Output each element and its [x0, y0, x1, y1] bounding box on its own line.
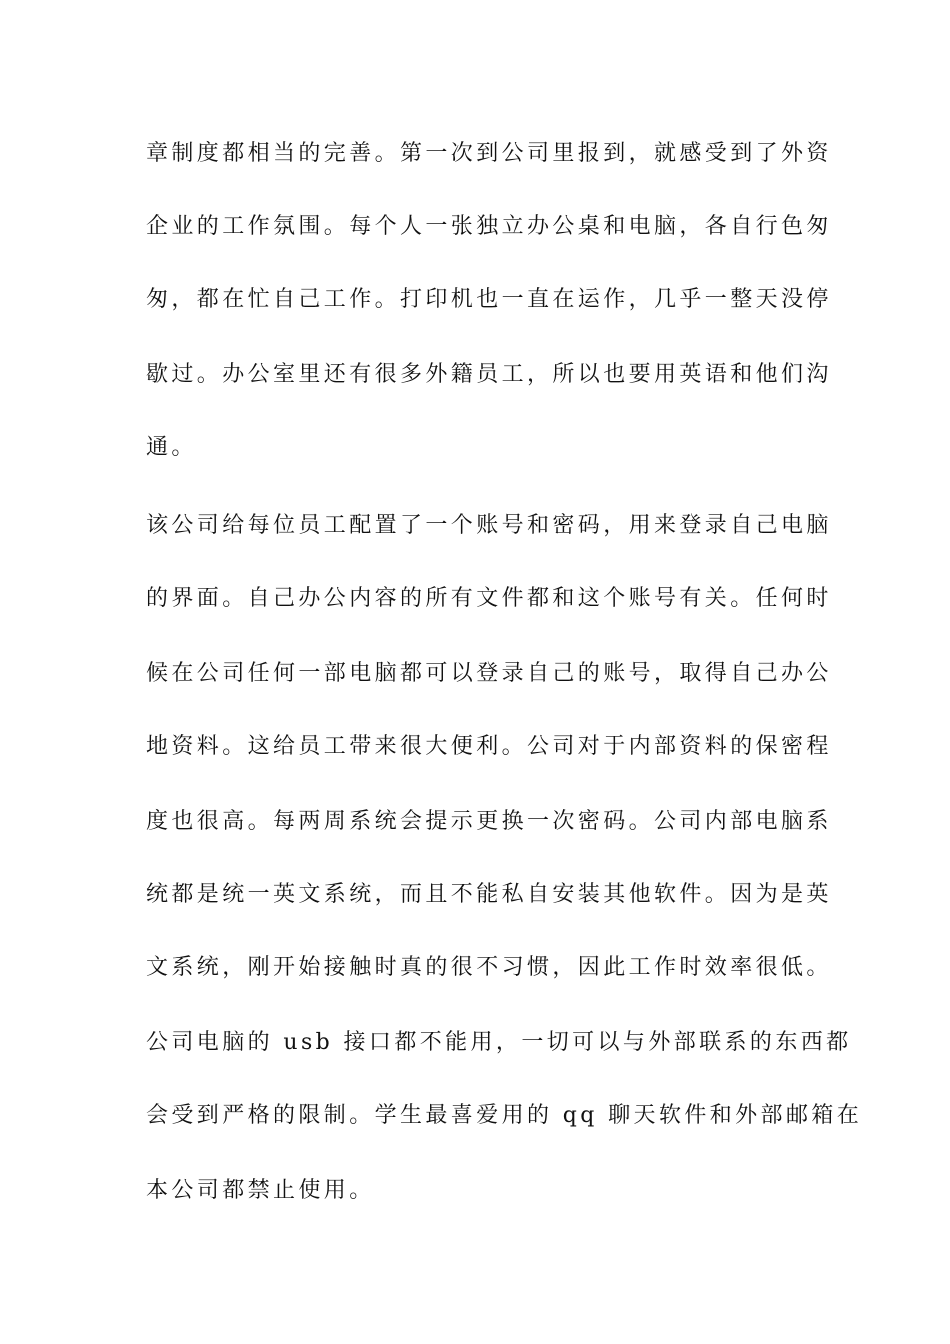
text-line: 章制度都相当的完善。第一次到公司里报到，就感受到了外资: [146, 141, 832, 166]
text-line: 企业的工作氛围。每个人一张独立办公桌和电脑，各自行色匆: [146, 214, 832, 239]
text-line: 匆，都在忙自己工作。打印机也一直在运作，几乎一整天没停: [146, 287, 832, 312]
text-line: 地资料。这给员工带来很大便利。公司对于内部资料的保密程: [146, 734, 832, 759]
text-line: 文系统，刚开始接触时真的很不习惯，因此工作时效率很低。: [146, 955, 832, 980]
text-line: 通。: [146, 435, 197, 460]
text-line: 歇过。办公室里还有很多外籍员工，所以也要用英语和他们沟: [146, 362, 832, 387]
text-line: 度也很高。每两周系统会提示更换一次密码。公司内部电脑系: [146, 809, 832, 834]
text-line: 本公司都禁止使用。: [146, 1178, 375, 1203]
text-line: 公司电脑的 usb 接口都不能用，一切可以与外部联系的东西都: [146, 1030, 852, 1055]
text-line: 统都是统一英文系统，而且不能私自安装其他软件。因为是英: [146, 882, 832, 907]
text-line: 该公司给每位员工配置了一个账号和密码，用来登录自己电脑: [146, 513, 832, 538]
text-line: 的界面。自己办公内容的所有文件都和这个账号有关。任何时: [146, 586, 832, 611]
text-line: 会受到严格的限制。学生最喜爱用的 qq 聊天软件和外部邮箱在: [146, 1103, 863, 1128]
text-line: 候在公司任何一部电脑都可以登录自己的账号，取得自己办公: [146, 661, 832, 686]
